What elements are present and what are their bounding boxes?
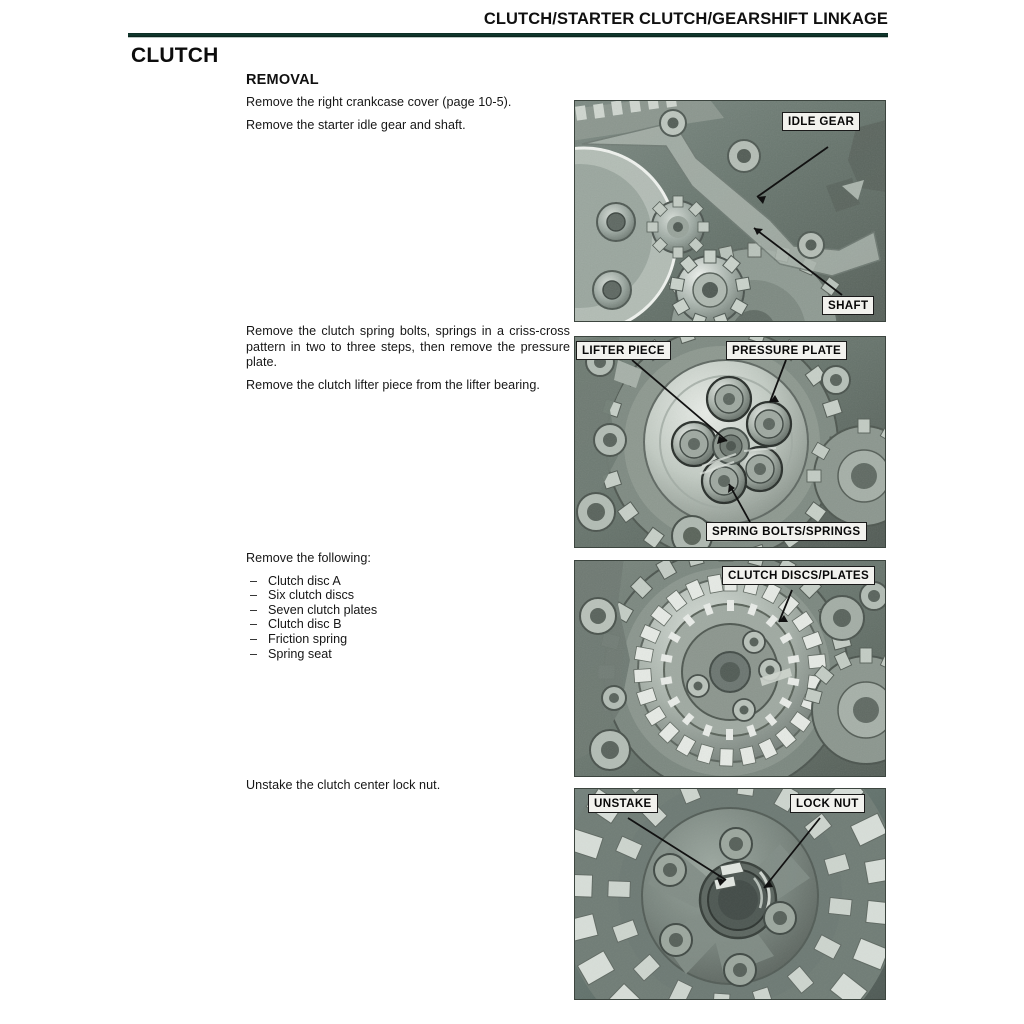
callout-shaft: SHAFT [822,296,874,315]
spring-bolts-section [246,324,570,400]
figure-starter-idle-gear [574,100,886,322]
list-bullet-dash: – [250,602,258,617]
list-item-label: Clutch disc B [268,617,342,632]
clutch-discs-illustration [574,560,886,777]
callout-spring-bolts-springs: SPRING BOLTS/SPRINGS [706,522,867,541]
remove-following-section [246,551,570,661]
remove-following-list [246,574,570,662]
list-item-label: Six clutch discs [268,588,355,603]
list-item [246,574,570,589]
figure-clutch-discs [574,560,886,777]
list-bullet-dash: – [250,573,258,588]
page-header [128,10,888,40]
callout-clutch-discs-plates: CLUTCH DISCS/PLATES [722,566,875,585]
list-item-label: Friction spring [268,631,348,646]
callout-idle-gear: IDLE GEAR [782,112,860,131]
list-item-label: Spring seat [268,646,332,661]
unstake-section [246,778,570,801]
remove-following-intro: Remove the following: [246,551,371,565]
list-item [246,647,570,662]
removal-subhead: REMOVAL [246,72,319,88]
spring-bolts-paragraph-2: Remove the clutch lifter piece from the lifter bearing. [246,377,540,392]
callout-unstake: UNSTAKE [588,794,658,813]
callout-lifter-piece: LIFTER PIECE [576,341,671,360]
callout-lock-nut: LOCK NUT [790,794,865,813]
clutch-center-lock-nut-illustration [574,788,886,1000]
removal-line-1: Remove the right crankcase cover (page 10-5). [246,95,512,109]
list-bullet-dash: – [250,588,258,603]
removal-line-2: Remove the starter idle gear and shaft. [246,117,466,132]
removal-section [246,72,570,140]
callout-pressure-plate: PRESSURE PLATE [726,341,847,360]
list-bullet-dash: – [250,617,258,632]
list-item [246,632,570,647]
starter-idle-gear-illustration [574,100,886,322]
list-bullet-dash: – [250,646,258,661]
list-item-label: Seven clutch plates [268,602,378,617]
figure-pressure-plate [574,336,886,548]
spring-bolts-paragraph-1: Remove the clutch spring bolts, springs in a criss-cross pattern in two to three steps, then remove the pressure plate. [246,324,570,370]
list-item [246,603,570,618]
header-rule-shadow [128,37,888,38]
list-item-label: Clutch disc A [268,573,341,588]
pressure-plate-illustration [574,336,886,548]
page-header-title: CLUTCH/STARTER CLUTCH/GEARSHIFT LINKAGE [483,10,888,28]
unstake-paragraph-1: Unstake the clutch center lock nut. [246,778,441,792]
list-bullet-dash: – [250,631,258,646]
figure-clutch-center-lock-nut [574,788,886,1000]
list-item [246,617,570,632]
page-title: CLUTCH [131,44,219,67]
list-item [246,588,570,603]
